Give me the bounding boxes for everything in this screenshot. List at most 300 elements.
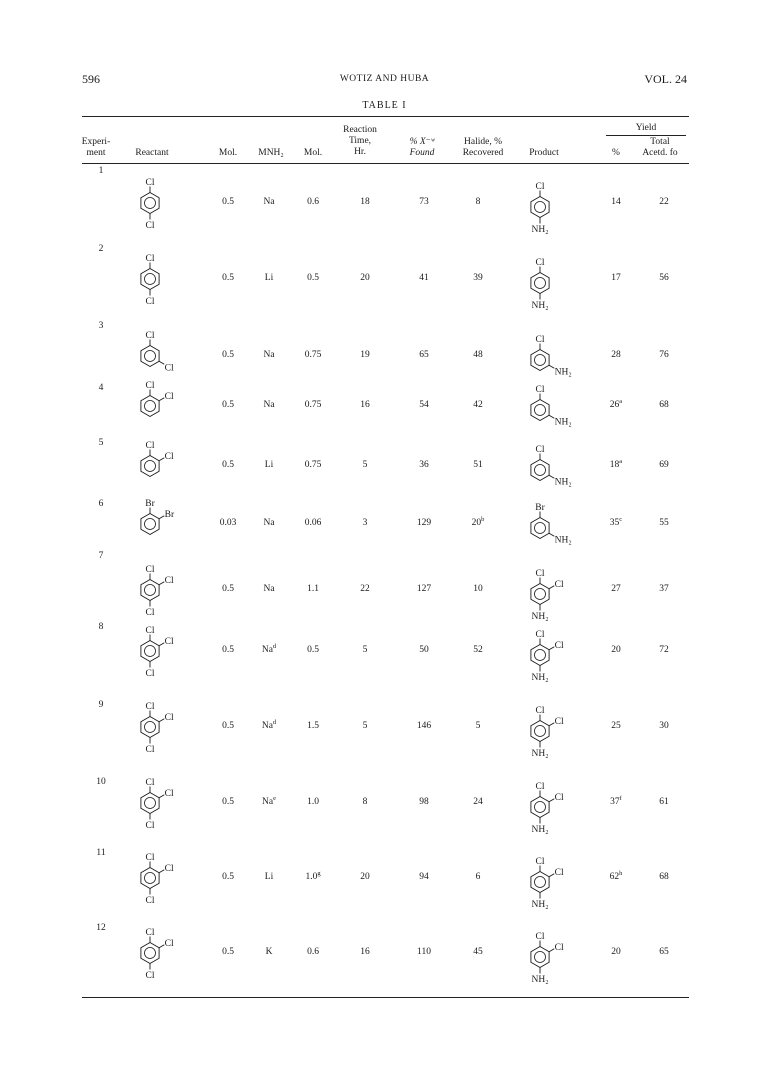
aromatic-circle [535, 355, 546, 366]
substituent-label: Cl [535, 932, 545, 942]
yield-pct-value-value: 27 [611, 584, 621, 594]
aromatic-circle [145, 274, 156, 285]
mnh2-mol-value [293, 869, 333, 882]
mol-value [208, 273, 248, 283]
reactant-structure [110, 239, 190, 319]
product-structure [500, 615, 580, 695]
experiment-number-value: 7 [98, 551, 104, 561]
substituent-bond [159, 945, 164, 948]
experiment-number-value: 5 [98, 438, 104, 448]
reactant-structure [110, 838, 190, 918]
yield-pct-value-value: 17 [611, 273, 621, 283]
mol-value [208, 518, 248, 528]
yield-pct-value [596, 457, 636, 470]
metal-value [249, 947, 289, 957]
aromatic-circle [145, 646, 156, 657]
yield-pct-value [596, 397, 636, 410]
halide-recovered-value [458, 515, 498, 528]
mnh2-mol-value-value: 1.1 [307, 584, 319, 594]
metal-value-value: Li [264, 460, 274, 470]
reaction-time-value-value: 18 [360, 197, 370, 207]
benzene-ring [531, 350, 549, 371]
substituent-label: NH₂ [531, 612, 549, 622]
yield-pct-value [596, 721, 636, 731]
product-structure [500, 691, 580, 771]
footnote-marker: b [481, 515, 485, 523]
halide-recovered-value-value: 52 [473, 645, 483, 655]
aromatic-circle [535, 802, 546, 813]
benzene-ring [141, 514, 159, 535]
experiment-number [91, 383, 111, 393]
reaction-time-value [345, 197, 385, 207]
found-value-value: 127 [416, 584, 432, 594]
experiment-number [91, 321, 111, 331]
mnh2-mol-value [293, 273, 333, 283]
experiment-number [91, 438, 111, 448]
substituent-bond [549, 799, 554, 802]
experiment-number-value: 3 [98, 321, 104, 331]
halide-recovered-value-value: 24 [473, 797, 483, 807]
table-bottom-rule [82, 997, 689, 998]
col-experiment: Experi- ment [81, 137, 111, 158]
substituent-label: Br [164, 509, 175, 520]
benzene-ring [531, 645, 549, 666]
footnote-marker: e [273, 794, 276, 802]
metal-value-value: Na [263, 584, 275, 594]
product-structure [500, 243, 580, 323]
halide-recovered-value [458, 872, 498, 882]
reaction-time-value [345, 400, 385, 410]
found-value [404, 400, 444, 410]
yield-total-value [644, 400, 684, 410]
substituent-label: Br [145, 499, 155, 509]
yield-pct-value [596, 197, 636, 207]
mnh2-mol-value-value: 0.6 [307, 197, 319, 207]
mnh2-mol-value-value: 0.06 [304, 518, 322, 528]
halide-recovered-value [458, 797, 498, 807]
aromatic-circle [145, 351, 156, 362]
aromatic-circle [145, 722, 156, 733]
substituent-label: Cl [145, 702, 155, 712]
found-value-value: 36 [419, 460, 429, 470]
footnote-marker: g [317, 869, 321, 877]
halide-recovered-value [458, 721, 498, 731]
experiment-number [91, 551, 111, 561]
yield-total-value [644, 350, 684, 360]
yield-total-value-value: 37 [659, 584, 669, 594]
benzene-ring [141, 943, 159, 964]
mnh2-mol-value-value: 0.6 [307, 947, 319, 957]
yield-pct-value [596, 350, 636, 360]
reaction-time-value [345, 518, 385, 528]
reaction-time-value-value: 20 [360, 872, 370, 882]
experiment-number-value: 9 [98, 700, 104, 710]
product-structure [500, 917, 580, 997]
experiment-number-value: 10 [96, 777, 106, 787]
col-x-found: % X⁻ʷ Found [409, 137, 435, 158]
yield-pct-value-value: 14 [611, 197, 621, 207]
yield-total-value [644, 797, 684, 807]
substituent-label: Cl [164, 863, 174, 874]
aromatic-circle [535, 877, 546, 888]
reaction-time-value-value: 8 [362, 797, 368, 807]
mol-value [208, 721, 248, 731]
aromatic-circle [535, 523, 546, 534]
substituent-label: Cl [535, 385, 545, 395]
col-mol: Mol. [218, 148, 238, 158]
found-value-value: 54 [419, 400, 429, 410]
mol-value [208, 460, 248, 470]
mnh2-mol-value [293, 797, 333, 807]
mol-value-value: 0.03 [219, 518, 237, 528]
mnh2-mol-value-value: 0.75 [304, 460, 322, 470]
experiment-number-value: 1 [98, 166, 104, 176]
substituent-label: NH₂ [531, 975, 549, 985]
substituent-label: Cl [535, 258, 545, 268]
mnh2-mol-value [293, 197, 333, 207]
mnh2-mol-value [293, 460, 333, 470]
substituent-label: Cl [145, 178, 155, 188]
found-value [404, 947, 444, 957]
metal-value-value: Na [262, 797, 274, 807]
mol-value-value: 0.5 [222, 721, 234, 731]
metal-value [249, 350, 289, 360]
found-value-value: 110 [417, 947, 431, 957]
substituent-label: Cl [145, 971, 155, 981]
aromatic-circle [535, 202, 546, 213]
substituent-label: Cl [535, 630, 545, 640]
mol-value [208, 947, 248, 957]
substituent-bond [159, 582, 164, 585]
yield-group-rule [606, 135, 686, 136]
metal-value [249, 584, 289, 594]
benzene-ring [531, 273, 549, 294]
mol-value-value: 0.5 [222, 350, 234, 360]
substituent-label: Cl [145, 297, 155, 307]
found-value [404, 872, 444, 882]
col-yield-total: Total Acetd. fo [642, 137, 678, 158]
reaction-time-value [345, 273, 385, 283]
substituent-label: Cl [145, 441, 155, 451]
yield-total-value [644, 273, 684, 283]
aromatic-circle [535, 726, 546, 737]
yield-pct-value-value: 18 [609, 460, 620, 470]
benzene-ring [141, 456, 159, 477]
aromatic-circle [535, 278, 546, 289]
halide-recovered-value-value: 39 [473, 273, 483, 283]
mnh2-mol-value-value: 1.0 [305, 872, 318, 882]
yield-pct-value-value: 20 [611, 947, 621, 957]
substituent-label: Cl [145, 821, 155, 831]
experiment-number [91, 777, 111, 787]
substituent-bond [159, 870, 164, 873]
substituent-label: Cl [535, 182, 545, 192]
aromatic-circle [145, 401, 156, 412]
yield-total-value-value: 72 [659, 645, 669, 655]
substituent-bond [549, 874, 554, 877]
experiment-number-value: 12 [96, 923, 106, 933]
experiment-number-value: 8 [98, 622, 104, 632]
substituent-label: Cl [164, 636, 174, 647]
metal-value [249, 794, 289, 807]
benzene-ring [141, 269, 159, 290]
halide-recovered-value [458, 584, 498, 594]
metal-value-value: Na [263, 350, 275, 360]
substituent-label: Cl [145, 745, 155, 755]
halide-recovered-value [458, 273, 498, 283]
substituent-label: Cl [164, 575, 174, 586]
col-mnh2-mol: Mol. [303, 148, 323, 158]
substituent-bond [549, 723, 554, 726]
benzene-ring [141, 793, 159, 814]
yield-total-value-value: 55 [659, 518, 669, 528]
mol-value-value: 0.5 [222, 460, 234, 470]
found-value-value: 94 [419, 872, 429, 882]
substituent-label: Cl [145, 669, 155, 679]
substituent-label: NH₂ [531, 825, 549, 835]
mol-value-value: 0.5 [222, 645, 234, 655]
halide-recovered-value [458, 460, 498, 470]
benzene-ring [141, 193, 159, 214]
aromatic-circle [145, 461, 156, 472]
reaction-time-value-value: 3 [362, 518, 368, 528]
substituent-label: NH₂ [531, 749, 549, 759]
mol-value-value: 0.5 [222, 197, 234, 207]
yield-total-value-value: 56 [659, 273, 669, 283]
benzene-ring [531, 400, 549, 421]
metal-value-value: Na [263, 400, 275, 410]
substituent-bond [159, 516, 164, 519]
found-value [404, 197, 444, 207]
substituent-label: NH₂ [531, 225, 549, 235]
halide-recovered-value [458, 400, 498, 410]
substituent-label: NH₂ [554, 367, 572, 378]
reactant-structure [110, 687, 190, 767]
table-top-rule [82, 116, 689, 117]
yield-pct-value-value: 62 [609, 872, 620, 882]
substituent-label: Cl [145, 221, 155, 231]
benzene-ring [531, 460, 549, 481]
substituent-bond [549, 475, 554, 478]
footnote-marker: h [619, 869, 623, 877]
substituent-label: Cl [535, 706, 545, 716]
substituent-bond [159, 643, 164, 646]
substituent-label: Cl [145, 853, 155, 863]
experiment-number-value: 4 [98, 383, 104, 393]
table-title: TABLE I [362, 100, 407, 111]
benzene-ring [141, 717, 159, 738]
mnh2-mol-value-value: 0.5 [307, 645, 319, 655]
benzene-ring [141, 868, 159, 889]
substituent-label: Cl [535, 857, 545, 867]
mnh2-mol-value-value: 1.5 [307, 721, 319, 731]
reaction-time-value-value: 5 [362, 460, 368, 470]
substituent-label: Cl [145, 331, 155, 341]
mnh2-mol-value [293, 518, 333, 528]
benzene-ring [531, 797, 549, 818]
found-value-value: 98 [419, 797, 429, 807]
aromatic-circle [535, 650, 546, 661]
substituent-label: Cl [554, 640, 564, 651]
mnh2-mol-value [293, 645, 333, 655]
yield-pct-value-value: 35 [609, 518, 620, 528]
halide-recovered-value-value: 5 [475, 721, 481, 731]
substituent-bond [159, 458, 164, 461]
mol-value-value: 0.5 [222, 273, 234, 283]
yield-pct-value-value: 26 [609, 400, 620, 410]
metal-value-value: Na [261, 721, 273, 731]
found-value [404, 645, 444, 655]
product-structure [500, 167, 580, 247]
aromatic-circle [145, 519, 156, 530]
yield-total-value [644, 584, 684, 594]
found-value-value: 129 [416, 518, 432, 528]
mol-value [208, 872, 248, 882]
metal-value [249, 197, 289, 207]
found-value [404, 460, 444, 470]
reaction-time-value-value: 20 [360, 273, 370, 283]
metal-value [249, 460, 289, 470]
substituent-bond [159, 361, 164, 364]
col-mnh2: MNH₂ [258, 148, 284, 158]
yield-total-value [644, 872, 684, 882]
reaction-time-value-value: 16 [360, 400, 370, 410]
halide-recovered-value-value: 45 [473, 947, 483, 957]
benzene-ring [141, 396, 159, 417]
substituent-bond [159, 398, 164, 401]
yield-pct-value-value: 37 [610, 797, 620, 807]
yield-pct-value [596, 584, 636, 594]
page-number: 596 [82, 72, 100, 86]
aromatic-circle [145, 873, 156, 884]
aromatic-circle [145, 798, 156, 809]
substituent-label: NH₂ [554, 417, 572, 428]
reactant-structure [110, 611, 190, 691]
halide-recovered-value-value: 8 [475, 197, 481, 207]
col-yield-pct: % [612, 148, 620, 158]
col-yield-group: Yield [635, 123, 657, 133]
substituent-bond [549, 647, 554, 650]
aromatic-circle [145, 198, 156, 209]
found-value-value: 146 [416, 721, 432, 731]
mol-value [208, 197, 248, 207]
halide-recovered-value-value: 6 [475, 872, 481, 882]
reaction-time-value-value: 22 [360, 584, 370, 594]
experiment-number [91, 166, 111, 176]
col-product: Product [529, 148, 559, 158]
col-reaction-time: Reaction Time, Hr. [343, 125, 377, 157]
mol-value [208, 797, 248, 807]
found-value [404, 273, 444, 283]
benzene-ring [141, 346, 159, 367]
metal-value-value: Li [264, 872, 274, 882]
substituent-bond [549, 949, 554, 952]
substituent-label: Cl [535, 335, 545, 345]
yield-pct-value-value: 25 [611, 721, 621, 731]
footnote-marker: a [619, 457, 623, 465]
found-value [404, 797, 444, 807]
metal-value-value: K [265, 947, 273, 957]
found-value [404, 350, 444, 360]
substituent-label: Cl [535, 445, 545, 455]
yield-total-value [644, 460, 684, 470]
reaction-time-value-value: 19 [360, 350, 370, 360]
reaction-time-value [345, 350, 385, 360]
yield-pct-value [596, 645, 636, 655]
yield-total-value-value: 69 [659, 460, 669, 470]
mnh2-mol-value [293, 400, 333, 410]
metal-value-value: Li [264, 273, 274, 283]
found-value-value: 73 [419, 197, 429, 207]
experiment-number [91, 622, 111, 632]
yield-pct-value [596, 515, 636, 528]
aromatic-circle [145, 585, 156, 596]
found-value [404, 584, 444, 594]
running-title: WOTIZ AND HUBA [339, 74, 430, 84]
substituent-label: Cl [554, 579, 564, 590]
halide-recovered-value-value: 51 [473, 460, 483, 470]
yield-total-value [644, 197, 684, 207]
substituent-label: NH₂ [531, 301, 549, 311]
mnh2-mol-value-value: 0.75 [304, 350, 322, 360]
reaction-time-value [345, 460, 385, 470]
mol-value-value: 0.5 [222, 872, 234, 882]
yield-pct-value-value: 20 [611, 645, 621, 655]
substituent-label: NH₂ [531, 673, 549, 683]
mol-value [208, 584, 248, 594]
col-reactant: Reactant [135, 148, 169, 158]
yield-pct-value [596, 794, 636, 807]
benzene-ring [531, 518, 549, 539]
footnote-marker: d [272, 642, 277, 650]
yield-pct-value [596, 869, 636, 882]
mol-value [208, 400, 248, 410]
yield-total-value-value: 61 [659, 797, 669, 807]
halide-recovered-value [458, 947, 498, 957]
mnh2-mol-value [293, 721, 333, 731]
reaction-time-value [345, 872, 385, 882]
mnh2-mol-value [293, 584, 333, 594]
substituent-label: Cl [164, 391, 174, 402]
reactant-structure [110, 163, 190, 243]
experiment-number-value: 2 [98, 244, 104, 254]
experiment-number [91, 499, 111, 509]
metal-value [249, 872, 289, 882]
yield-pct-value-value: 28 [611, 350, 621, 360]
substituent-bond [549, 415, 554, 418]
substituent-bond [159, 795, 164, 798]
substituent-label: Cl [164, 451, 174, 462]
yield-total-value [644, 721, 684, 731]
yield-total-value-value: 68 [659, 872, 669, 882]
footnote-marker: d [272, 718, 277, 726]
col-halide-recovered: Halide, % Recovered [462, 137, 504, 158]
metal-value [249, 518, 289, 528]
substituent-label: Cl [554, 867, 564, 878]
yield-pct-value [596, 947, 636, 957]
yield-total-value-value: 22 [659, 197, 669, 207]
substituent-label: NH₂ [554, 535, 572, 546]
substituent-label: Cl [145, 928, 155, 938]
substituent-label: Cl [164, 938, 174, 949]
halide-recovered-value-value: 48 [473, 350, 483, 360]
product-structure [500, 767, 580, 847]
found-value-value: 50 [419, 645, 429, 655]
mol-value-value: 0.5 [222, 797, 234, 807]
mnh2-mol-value [293, 947, 333, 957]
benzene-ring [141, 580, 159, 601]
yield-total-value-value: 65 [659, 947, 669, 957]
